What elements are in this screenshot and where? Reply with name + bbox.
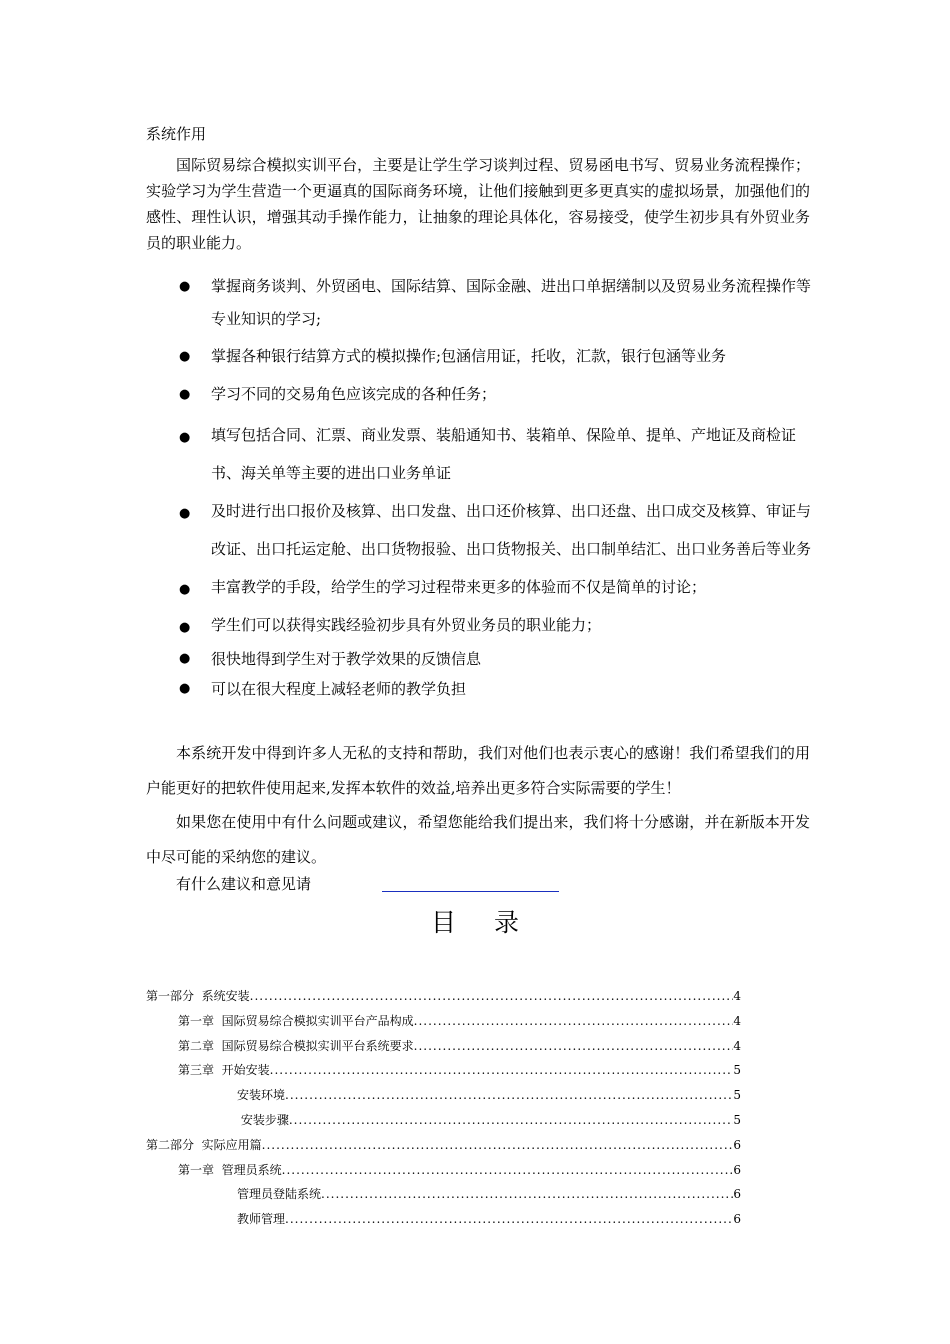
bullet-text: 学习不同的交易角色应该完成的各种任务； [211,385,497,403]
bullet-dot-icon: ● [179,430,191,445]
toc-entry-title: 管理员登陆系统 [237,1187,322,1202]
toc-entry[interactable] [146,1182,741,1207]
toc-entry-title: 第三章 开始安装 [178,1063,270,1078]
thanks-paragraph: 本系统开发中得到许多人无私的支持和帮助，我们对他们也表示衷心的感谢！我们希望我们的用户能更好的把软件使用起来,发挥本软件的效益,培养出更多符合实际需要的学生！ [146,744,810,797]
section-heading: 系统作用 [146,125,207,143]
bullet-text: 填写包括合同、汇票、商业发票、装船通知书、装箱单、保险单、提单、产地证及商检证书、海关单等主要的进出口业务单证 [211,426,797,482]
toc-leader [285,1207,733,1232]
toc-entry[interactable] [146,1034,741,1059]
toc-entry-page: 6 [733,1137,741,1152]
toc-title-char-1: 目 [430,908,456,937]
contact-link-underline[interactable] [382,891,559,892]
toc-leader [250,984,734,1009]
bullet-item [146,378,816,411]
toc-entry-page: 4 [733,1038,741,1053]
toc-entry-title: 第二部分 实际应用篇 [146,1137,262,1152]
toc-entry-title: 第二章 国际贸易综合模拟实训平台系统要求 [178,1038,414,1053]
toc-entry[interactable] [146,1083,741,1108]
toc-title [0,905,950,941]
bullet-dot-icon: ● [179,279,191,294]
bullet-item [146,340,816,373]
bullet-dot-icon: ● [179,582,191,597]
feedback-paragraph: 如果您在使用中有什么问题或建议，希望您能给我们提出来，我们将十分感谢，并在新版本开发中尽可能的采纳您的建议。 [146,813,810,866]
bullet-dot-icon: ● [179,349,191,364]
bullet-item [146,644,816,674]
bullet-dot-icon: ● [179,620,191,635]
toc-title-char-2: 录 [494,908,520,937]
toc-leader [321,1182,733,1207]
toc-leader [289,1108,734,1133]
bullet-dot-icon: ● [179,681,191,696]
toc-leader [414,1034,734,1059]
bullet-dot-icon: ● [179,651,191,666]
bullet-item [146,606,816,644]
bullet-item [146,416,816,492]
toc-entry-page: 5 [733,1088,741,1103]
toc-entry[interactable] [146,1058,741,1083]
toc-entry-title: 第一章 管理员系统 [178,1162,282,1177]
toc-entry[interactable] [146,1133,741,1158]
bullet-text: 丰富教学的手段，给学生的学习过程带来更多的体验而不仅是简单的讨论； [211,578,707,596]
toc-entry-page: 6 [733,1212,741,1227]
toc-entry-title: 第一部分 系统安装 [146,989,250,1003]
toc-leader [285,1083,733,1108]
toc-entry-page: 4 [733,1013,741,1028]
toc-entry[interactable] [146,1158,741,1183]
toc-entry-title: 安装环境 [237,1088,286,1103]
toc-entry-page: 4 [733,989,741,1003]
toc-entry-title: 教师管理 [237,1212,286,1227]
bullet-item [146,568,816,606]
toc-leader [282,1158,734,1183]
toc-entry-page: 6 [733,1162,741,1177]
bullet-text: 可以在很大程度上减轻老师的教学负担 [211,680,467,698]
toc-entry-title: 安装步骤 [237,1112,289,1127]
toc-entry[interactable] [146,1108,741,1133]
bullet-dot-icon: ● [179,506,191,521]
toc-entry-page: 6 [733,1187,741,1202]
bullet-text: 掌握商务谈判、外贸函电、国际结算、国际金融、进出口单据缮制以及贸易业务流程操作等专业知识的学习; [211,277,812,328]
bullet-text: 掌握各种银行结算方式的模拟操作;包涵信用证，托收，汇款，银行包涵等业务 [211,347,727,365]
bullet-text: 很快地得到学生对于教学效果的反馈信息 [211,650,482,668]
bullet-item [146,674,816,704]
toc-leader [270,1058,734,1083]
toc-entry[interactable] [146,984,741,1009]
contact-label: 有什么建议和意见请 [176,875,312,893]
toc-entry[interactable] [146,1207,741,1232]
bullet-text: 学生们可以获得实践经验初步具有外贸业务员的职业能力； [211,616,602,634]
bullet-text: 及时进行出口报价及核算、出口发盘、出口还价核算、出口还盘、出口成交及核算、审证与改证、出口托运定舱、出口货物报验、出口货物报关、出口制单结汇、出口业务善后等业务 [211,502,812,558]
toc-leader [414,1009,734,1034]
toc-entry-page: 5 [733,1063,741,1078]
feature-bullet-list [146,270,816,704]
toc-entry-page: 5 [733,1112,741,1127]
toc-leader [262,1133,734,1158]
bullet-dot-icon: ● [179,387,191,402]
intro-paragraph: 国际贸易综合模拟实训平台，主要是让学生学习谈判过程、贸易函电书写、贸易业务流程操作；实验学习为学生营造一个更逼真的国际商务环境，让他们接触到更多更真实的虚拟场景，加强他们的感性、理性认识，增强其动手操作能力，让抽象的理论具体化，容易接受，使学生初步具有外贸业务员的职业能力。 [146,156,810,252]
table-of-contents [146,984,741,1232]
bullet-item [146,270,816,336]
toc-entry[interactable] [146,1009,741,1034]
bullet-item [146,492,816,568]
toc-entry-title: 第一章 国际贸易综合模拟实训平台产品构成 [178,1013,414,1028]
